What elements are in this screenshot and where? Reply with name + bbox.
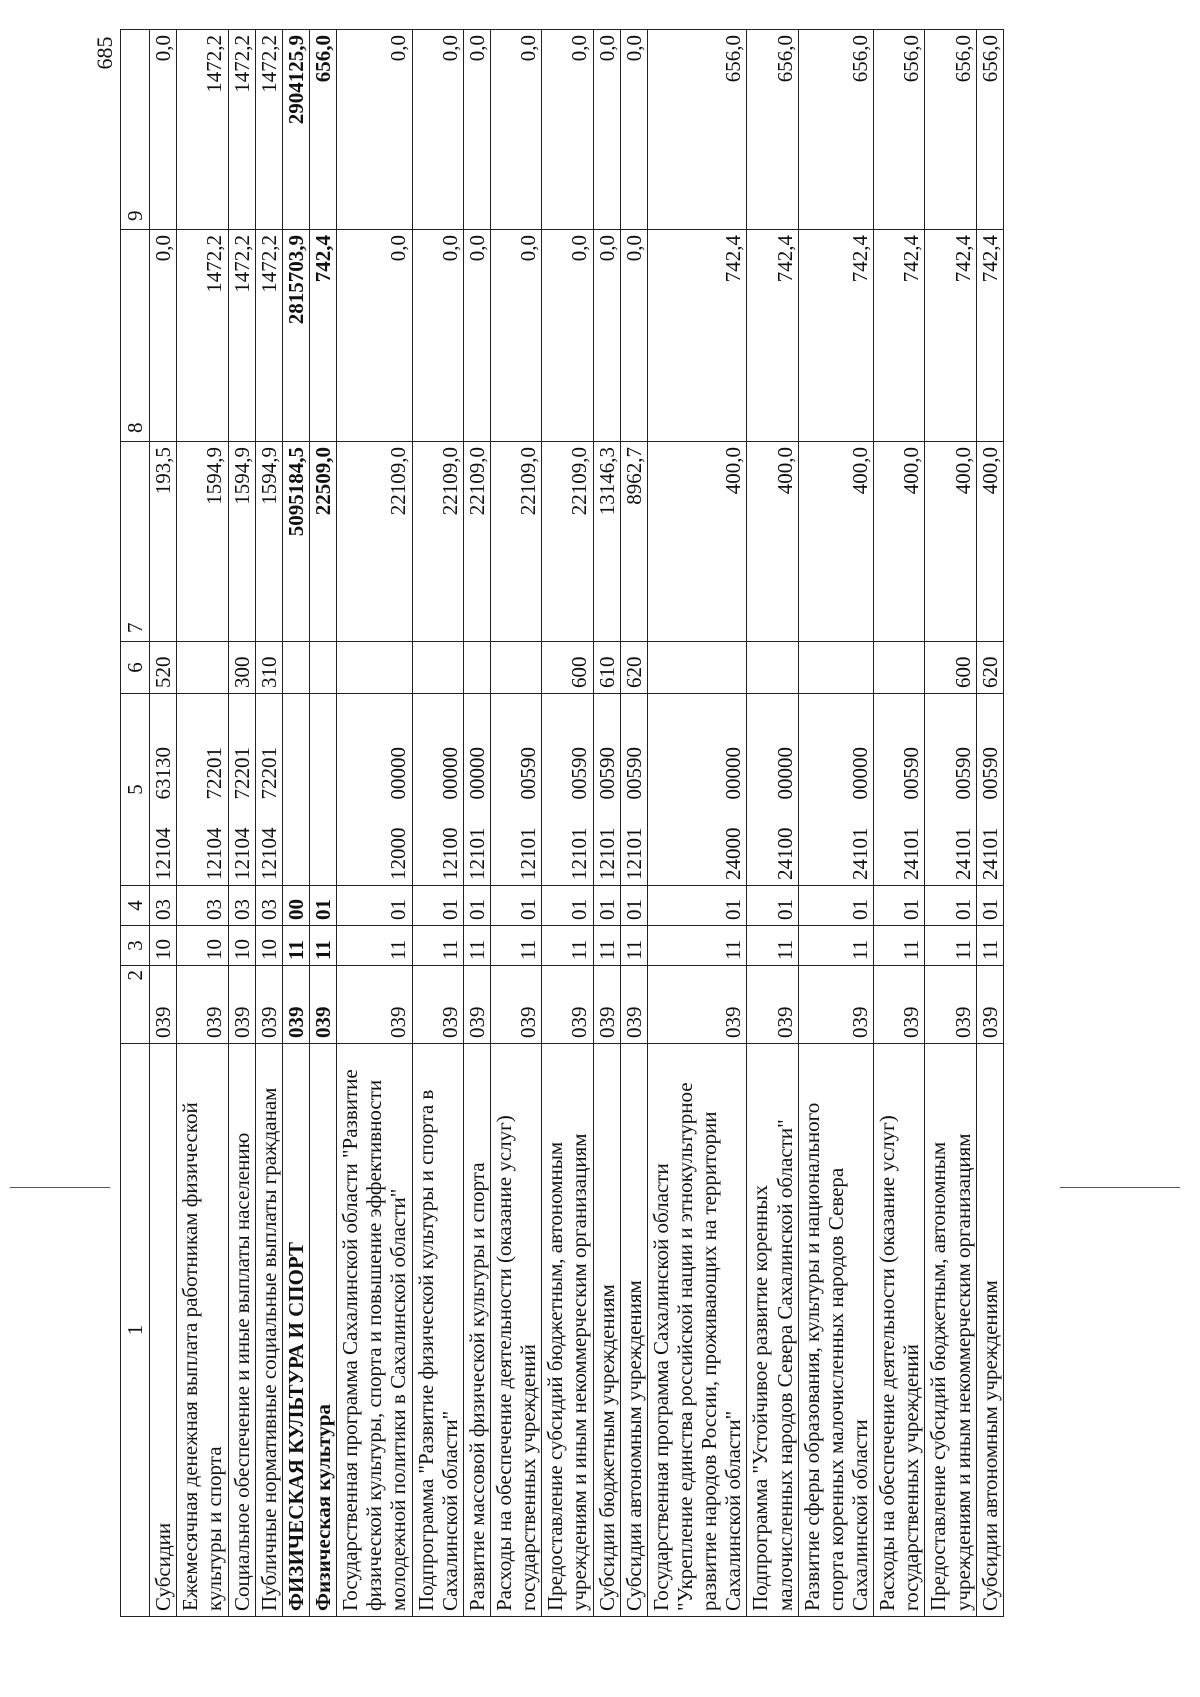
subsection-code-cell: 01 bbox=[647, 886, 747, 926]
amount-col9-cell: 2904125,9 bbox=[282, 30, 309, 230]
program-code-cell: 12101 bbox=[593, 804, 620, 886]
amount-col9-cell: 656,0 bbox=[747, 30, 798, 230]
direction-code-cell: 00590 bbox=[490, 694, 541, 804]
table-row bbox=[874, 30, 925, 1617]
amount-col8-cell: 1472,2 bbox=[177, 230, 228, 442]
item-name-cell: ФИЗИЧЕСКАЯ КУЛЬТУРА И СПОРТ bbox=[282, 1044, 309, 1617]
expense-type-cell bbox=[412, 642, 463, 694]
direction-code-cell: 00000 bbox=[337, 694, 412, 804]
column-header: 1 bbox=[121, 1044, 150, 1617]
table-row bbox=[976, 30, 1003, 1617]
item-name-cell: Расходы на обеспечение деятельности (оказание услуг) государственных учреждений bbox=[490, 1044, 541, 1617]
expense-type-cell: 520 bbox=[150, 642, 177, 694]
amount-col7-cell: 22109,0 bbox=[463, 442, 490, 642]
direction-code-cell bbox=[282, 694, 309, 804]
subsection-code-cell: 01 bbox=[309, 886, 336, 926]
expense-type-cell: 610 bbox=[593, 642, 620, 694]
table-row bbox=[593, 30, 620, 1617]
table-row bbox=[255, 30, 282, 1617]
column-header: 2 bbox=[121, 966, 150, 1044]
section-code-cell: 11 bbox=[798, 926, 873, 966]
section-code-cell: 11 bbox=[976, 926, 1003, 966]
amount-col9-cell: 0,0 bbox=[150, 30, 177, 230]
direction-code-cell bbox=[309, 694, 336, 804]
program-code-cell: 24101 bbox=[925, 804, 976, 886]
section-code-cell: 11 bbox=[490, 926, 541, 966]
direction-code-cell: 00000 bbox=[647, 694, 747, 804]
program-code-cell: 12104 bbox=[255, 804, 282, 886]
amount-col8-cell: 2815703,9 bbox=[282, 230, 309, 442]
table-row bbox=[282, 30, 309, 1617]
table-row bbox=[412, 30, 463, 1617]
subsection-code-cell: 01 bbox=[542, 886, 593, 926]
admin-code-cell: 039 bbox=[282, 966, 309, 1044]
subsection-code-cell: 03 bbox=[177, 886, 228, 926]
item-name-cell: Предоставление субсидий бюджетным, автономным учреждениям и иным некоммерческим организациям bbox=[925, 1044, 976, 1617]
amount-col9-cell: 0,0 bbox=[620, 30, 647, 230]
section-code-cell: 11 bbox=[542, 926, 593, 966]
expense-type-cell bbox=[282, 642, 309, 694]
section-code-cell: 11 bbox=[309, 926, 336, 966]
subsection-code-cell: 03 bbox=[150, 886, 177, 926]
table-row bbox=[620, 30, 647, 1617]
column-header: 7 bbox=[121, 442, 150, 642]
direction-code-cell: 00590 bbox=[593, 694, 620, 804]
amount-col7-cell: 1594,9 bbox=[228, 442, 255, 642]
amount-col9-cell: 0,0 bbox=[542, 30, 593, 230]
direction-code-cell: 00000 bbox=[747, 694, 798, 804]
expense-type-cell bbox=[874, 642, 925, 694]
subsection-code-cell: 01 bbox=[412, 886, 463, 926]
amount-col8-cell: 742,4 bbox=[647, 230, 747, 442]
amount-col7-cell: 400,0 bbox=[925, 442, 976, 642]
table-row bbox=[747, 30, 798, 1617]
amount-col8-cell: 742,4 bbox=[747, 230, 798, 442]
amount-col7-cell: 1594,9 bbox=[177, 442, 228, 642]
amount-col9-cell: 0,0 bbox=[463, 30, 490, 230]
subsection-code-cell: 01 bbox=[620, 886, 647, 926]
direction-code-cell: 00590 bbox=[925, 694, 976, 804]
amount-col9-cell: 0,0 bbox=[337, 30, 412, 230]
amount-col8-cell: 742,4 bbox=[925, 230, 976, 442]
item-name-cell: Ежемесячная денежная выплата работникам физической культуры и спорта bbox=[177, 1044, 228, 1617]
section-code-cell: 11 bbox=[874, 926, 925, 966]
section-code-cell: 11 bbox=[925, 926, 976, 966]
admin-code-cell: 039 bbox=[798, 966, 873, 1044]
column-header: 5 bbox=[121, 694, 150, 886]
program-code-cell: 12104 bbox=[228, 804, 255, 886]
direction-code-cell: 00590 bbox=[542, 694, 593, 804]
table-row bbox=[228, 30, 255, 1617]
amount-col7-cell: 193,5 bbox=[150, 442, 177, 642]
direction-code-cell: 00590 bbox=[874, 694, 925, 804]
amount-col8-cell: 0,0 bbox=[542, 230, 593, 442]
table-row bbox=[490, 30, 541, 1617]
direction-code-cell: 72201 bbox=[177, 694, 228, 804]
item-name-cell: Развитие массовой физической культуры и спорта bbox=[463, 1044, 490, 1617]
program-code-cell: 12000 bbox=[337, 804, 412, 886]
amount-col9-cell: 0,0 bbox=[412, 30, 463, 230]
amount-col9-cell: 656,0 bbox=[925, 30, 976, 230]
admin-code-cell: 039 bbox=[412, 966, 463, 1044]
admin-code-cell: 039 bbox=[150, 966, 177, 1044]
table-row bbox=[309, 30, 336, 1617]
subsection-code-cell: 01 bbox=[798, 886, 873, 926]
amount-col9-cell: 656,0 bbox=[976, 30, 1003, 230]
budget-table bbox=[120, 29, 1004, 1617]
subsection-code-cell: 01 bbox=[463, 886, 490, 926]
amount-col8-cell: 742,4 bbox=[309, 230, 336, 442]
section-code-cell: 10 bbox=[150, 926, 177, 966]
amount-col7-cell: 22109,0 bbox=[490, 442, 541, 642]
program-code-cell bbox=[282, 804, 309, 886]
section-code-cell: 11 bbox=[282, 926, 309, 966]
item-name-cell: Субсидии бюджетным учреждениям bbox=[593, 1044, 620, 1617]
table-row bbox=[337, 30, 412, 1617]
program-code-cell: 24000 bbox=[647, 804, 747, 886]
admin-code-cell: 039 bbox=[463, 966, 490, 1044]
direction-code-cell: 00000 bbox=[798, 694, 873, 804]
amount-col8-cell: 1472,2 bbox=[228, 230, 255, 442]
program-code-cell: 12101 bbox=[463, 804, 490, 886]
program-code-cell: 24101 bbox=[976, 804, 1003, 886]
admin-code-cell: 039 bbox=[647, 966, 747, 1044]
registration-line bbox=[10, 1187, 110, 1188]
amount-col7-cell: 22109,0 bbox=[542, 442, 593, 642]
amount-col7-cell: 22109,0 bbox=[412, 442, 463, 642]
amount-col9-cell: 656,0 bbox=[647, 30, 747, 230]
amount-col8-cell: 0,0 bbox=[620, 230, 647, 442]
program-code-cell: 12101 bbox=[620, 804, 647, 886]
subsection-code-cell: 03 bbox=[228, 886, 255, 926]
amount-col7-cell: 22109,0 bbox=[337, 442, 412, 642]
admin-code-cell: 039 bbox=[620, 966, 647, 1044]
expense-type-cell bbox=[647, 642, 747, 694]
amount-col7-cell: 400,0 bbox=[976, 442, 1003, 642]
program-code-cell: 24101 bbox=[798, 804, 873, 886]
section-code-cell: 10 bbox=[177, 926, 228, 966]
expense-type-cell: 600 bbox=[925, 642, 976, 694]
item-name-cell: Предоставление субсидий бюджетным, автономным учреждениям и иным некоммерческим организациям bbox=[542, 1044, 593, 1617]
program-code-cell bbox=[309, 804, 336, 886]
amount-col9-cell: 656,0 bbox=[874, 30, 925, 230]
column-header: 9 bbox=[121, 30, 150, 230]
subsection-code-cell: 01 bbox=[925, 886, 976, 926]
section-code-cell: 10 bbox=[228, 926, 255, 966]
page-number: 685 bbox=[92, 36, 117, 70]
table-body bbox=[150, 30, 1004, 1617]
expense-type-cell: 300 bbox=[228, 642, 255, 694]
amount-col8-cell: 0,0 bbox=[490, 230, 541, 442]
direction-code-cell: 00590 bbox=[976, 694, 1003, 804]
admin-code-cell: 039 bbox=[747, 966, 798, 1044]
item-name-cell: Физическая культура bbox=[309, 1044, 336, 1617]
program-code-cell: 24101 bbox=[874, 804, 925, 886]
section-code-cell: 11 bbox=[337, 926, 412, 966]
expense-type-cell: 620 bbox=[620, 642, 647, 694]
subsection-code-cell: 01 bbox=[976, 886, 1003, 926]
table-row bbox=[150, 30, 177, 1617]
item-name-cell: Субсидии bbox=[150, 1044, 177, 1617]
table-row bbox=[463, 30, 490, 1617]
table-row bbox=[177, 30, 228, 1617]
amount-col9-cell: 1472,2 bbox=[177, 30, 228, 230]
item-name-cell: Субсидии автономным учреждениям bbox=[620, 1044, 647, 1617]
amount-col7-cell: 400,0 bbox=[747, 442, 798, 642]
section-code-cell: 11 bbox=[647, 926, 747, 966]
amount-col9-cell: 656,0 bbox=[309, 30, 336, 230]
column-header: 6 bbox=[121, 642, 150, 694]
amount-col7-cell: 5095184,5 bbox=[282, 442, 309, 642]
program-code-cell: 12104 bbox=[150, 804, 177, 886]
amount-col8-cell: 0,0 bbox=[412, 230, 463, 442]
admin-code-cell: 039 bbox=[177, 966, 228, 1044]
direction-code-cell: 00590 bbox=[620, 694, 647, 804]
item-name-cell: Публичные нормативные социальные выплаты гражданам bbox=[255, 1044, 282, 1617]
admin-code-cell: 039 bbox=[337, 966, 412, 1044]
admin-code-cell: 039 bbox=[490, 966, 541, 1044]
item-name-cell: Государственная программа Сахалинской области "Развитие физической культуры, спорта и повышение эффективности молодежной политики в Сахалинской области" bbox=[337, 1044, 412, 1617]
amount-col9-cell: 1472,2 bbox=[255, 30, 282, 230]
admin-code-cell: 039 bbox=[925, 966, 976, 1044]
amount-col7-cell: 400,0 bbox=[798, 442, 873, 642]
section-code-cell: 11 bbox=[412, 926, 463, 966]
admin-code-cell: 039 bbox=[593, 966, 620, 1044]
direction-code-cell: 72201 bbox=[228, 694, 255, 804]
subsection-code-cell: 01 bbox=[490, 886, 541, 926]
item-name-cell: Государственная программа Сахалинской области "Укрепление единства российской нации и этнокультурное развитие народов России, проживающих на территории Сахалинской области" bbox=[647, 1044, 747, 1617]
amount-col8-cell: 742,4 bbox=[798, 230, 873, 442]
direction-code-cell: 72201 bbox=[255, 694, 282, 804]
amount-col7-cell: 400,0 bbox=[647, 442, 747, 642]
expense-type-cell bbox=[490, 642, 541, 694]
program-code-cell: 12100 bbox=[412, 804, 463, 886]
column-header: 8 bbox=[121, 230, 150, 442]
amount-col8-cell: 0,0 bbox=[463, 230, 490, 442]
table-row bbox=[647, 30, 747, 1617]
program-code-cell: 12101 bbox=[542, 804, 593, 886]
amount-col7-cell: 22509,0 bbox=[309, 442, 336, 642]
table-row bbox=[542, 30, 593, 1617]
program-code-cell: 24100 bbox=[747, 804, 798, 886]
program-code-cell: 12104 bbox=[177, 804, 228, 886]
expense-type-cell: 620 bbox=[976, 642, 1003, 694]
amount-col8-cell: 742,4 bbox=[976, 230, 1003, 442]
amount-col8-cell: 742,4 bbox=[874, 230, 925, 442]
item-name-cell: Развитие сферы образования, культуры и национального спорта коренных малочисленных народов Севера Сахалинской области bbox=[798, 1044, 873, 1617]
column-header: 3 bbox=[121, 926, 150, 966]
amount-col8-cell: 1472,2 bbox=[255, 230, 282, 442]
item-name-cell: Подпрограмма "Развитие физической культуры и спорта в Сахалинской области" bbox=[412, 1044, 463, 1617]
header-row bbox=[121, 30, 150, 1617]
section-code-cell: 11 bbox=[463, 926, 490, 966]
subsection-code-cell: 01 bbox=[337, 886, 412, 926]
item-name-cell: Расходы на обеспечение деятельности (оказание услуг) государственных учреждений bbox=[874, 1044, 925, 1617]
amount-col8-cell: 0,0 bbox=[593, 230, 620, 442]
subsection-code-cell: 03 bbox=[255, 886, 282, 926]
admin-code-cell: 039 bbox=[228, 966, 255, 1044]
expense-type-cell bbox=[177, 642, 228, 694]
amount-col7-cell: 13146,3 bbox=[593, 442, 620, 642]
item-name-cell: Социальное обеспечение и иные выплаты населению bbox=[228, 1044, 255, 1617]
subsection-code-cell: 01 bbox=[593, 886, 620, 926]
registration-line bbox=[1060, 1187, 1180, 1188]
section-code-cell: 11 bbox=[620, 926, 647, 966]
section-code-cell: 10 bbox=[255, 926, 282, 966]
expense-type-cell: 310 bbox=[255, 642, 282, 694]
amount-col9-cell: 656,0 bbox=[798, 30, 873, 230]
direction-code-cell: 00000 bbox=[463, 694, 490, 804]
item-name-cell: Субсидии автономным учреждениям bbox=[976, 1044, 1003, 1617]
direction-code-cell: 63130 bbox=[150, 694, 177, 804]
amount-col7-cell: 400,0 bbox=[874, 442, 925, 642]
program-code-cell: 12101 bbox=[490, 804, 541, 886]
subsection-code-cell: 00 bbox=[282, 886, 309, 926]
admin-code-cell: 039 bbox=[542, 966, 593, 1044]
subsection-code-cell: 01 bbox=[747, 886, 798, 926]
amount-col9-cell: 1472,2 bbox=[228, 30, 255, 230]
column-header: 4 bbox=[121, 886, 150, 926]
expense-type-cell bbox=[337, 642, 412, 694]
amount-col9-cell: 0,0 bbox=[490, 30, 541, 230]
expense-type-cell bbox=[463, 642, 490, 694]
expense-type-cell bbox=[747, 642, 798, 694]
direction-code-cell: 00000 bbox=[412, 694, 463, 804]
admin-code-cell: 039 bbox=[874, 966, 925, 1044]
section-code-cell: 11 bbox=[747, 926, 798, 966]
amount-col8-cell: 0,0 bbox=[337, 230, 412, 442]
table-row bbox=[798, 30, 873, 1617]
amount-col7-cell: 8962,7 bbox=[620, 442, 647, 642]
amount-col8-cell: 0,0 bbox=[150, 230, 177, 442]
item-name-cell: Подпрограмма "Устойчивое развитие коренных малочисленных народов Севера Сахалинской области" bbox=[747, 1044, 798, 1617]
admin-code-cell: 039 bbox=[255, 966, 282, 1044]
expense-type-cell bbox=[798, 642, 873, 694]
amount-col7-cell: 1594,9 bbox=[255, 442, 282, 642]
expense-type-cell: 600 bbox=[542, 642, 593, 694]
subsection-code-cell: 01 bbox=[874, 886, 925, 926]
admin-code-cell: 039 bbox=[976, 966, 1003, 1044]
amount-col9-cell: 0,0 bbox=[593, 30, 620, 230]
table-row bbox=[925, 30, 976, 1617]
admin-code-cell: 039 bbox=[309, 966, 336, 1044]
section-code-cell: 11 bbox=[593, 926, 620, 966]
expense-type-cell bbox=[309, 642, 336, 694]
